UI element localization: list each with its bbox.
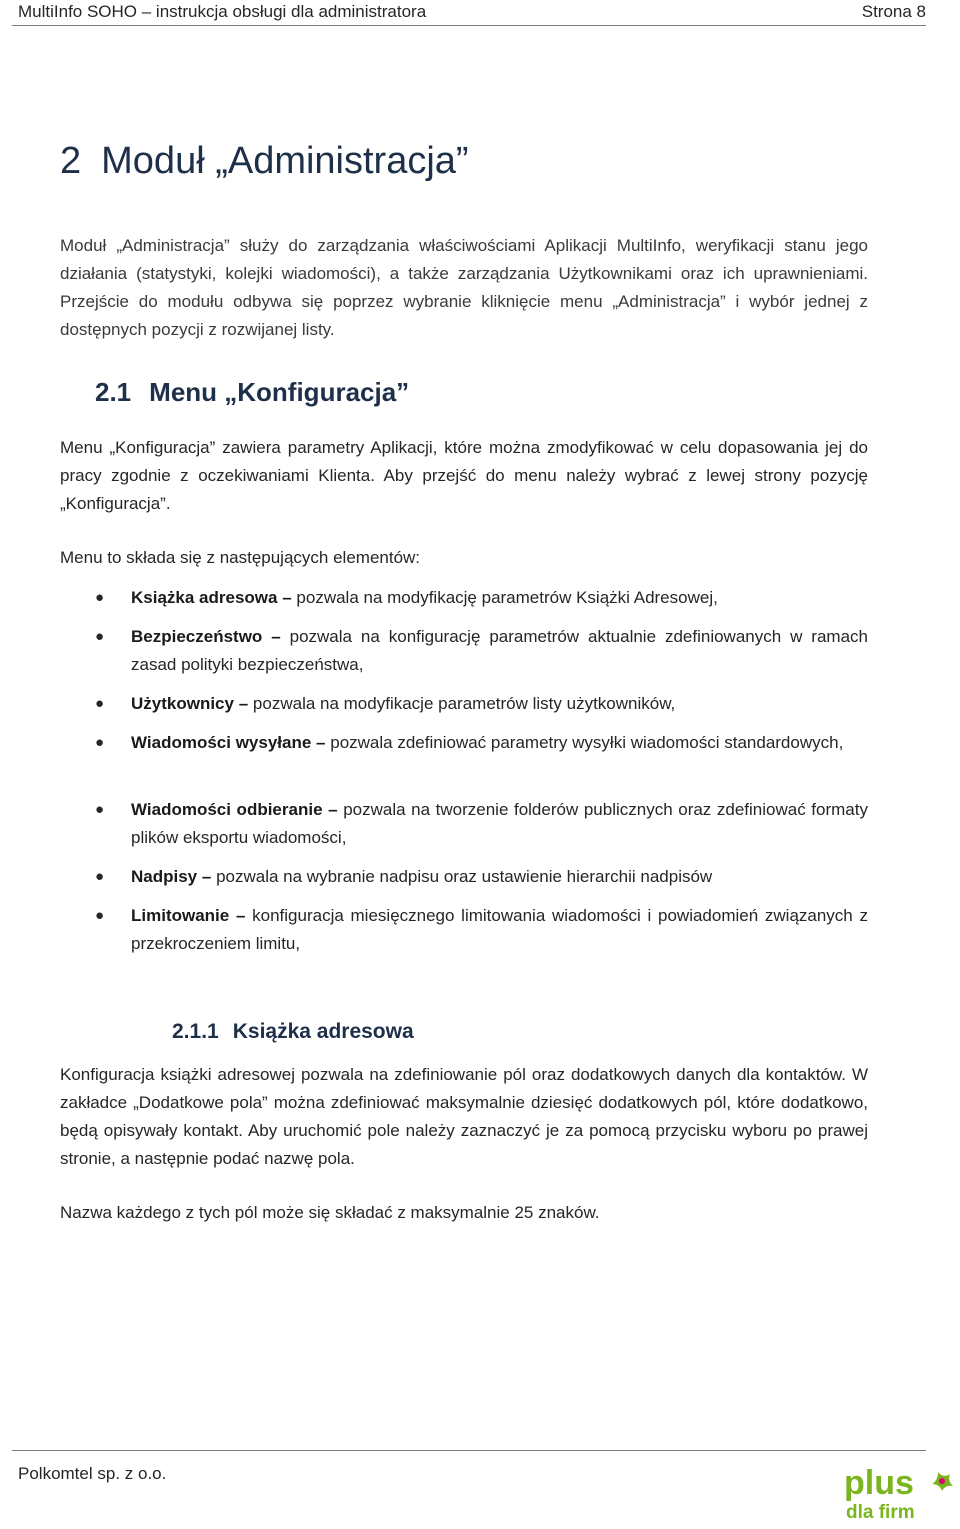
list-item	[95, 863, 868, 891]
subsubsection-title: Książka adresowa	[232, 1020, 414, 1043]
footer-rule	[12, 1450, 926, 1452]
subsubsection-paragraph: Konfiguracja książki adresowej pozwala na zdefiniowanie pól oraz dodatkowych danych dla kontaktów. W zakładce „Dodatkowe pola” można zdefiniować maksymalnie dziesięć dodatkowych pól, które dodatkowo, będą opisywały kontakt. Aby uruchomić pole należy zaznaczyć je za pomocą przycisku wyboru po prawej stronie, a następnie podać nazwę pola.	[60, 1065, 868, 1168]
subsubsection-number: 2.1.1	[172, 1020, 219, 1043]
section-title: Moduł „Administracja”	[101, 140, 469, 182]
bullet-icon: ●	[95, 695, 105, 712]
list-item-desc: pozwala na wybranie nadpisu oraz ustawienie hierarchii nadpisów	[216, 867, 713, 886]
plus-logo-graphic	[842, 1462, 954, 1524]
list-item-term: Wiadomości odbieranie	[131, 800, 323, 819]
bullet-icon: ●	[95, 868, 105, 885]
list-item-desc: pozwala na modyfikację parametrów Książki Adresowej,	[296, 588, 718, 607]
bullet-icon: ●	[95, 734, 105, 751]
list-item-separator: –	[238, 694, 249, 713]
subsection-heading	[95, 374, 409, 410]
plus-logo	[842, 1462, 954, 1524]
list-item-separator: –	[328, 800, 338, 819]
list-item	[95, 796, 868, 852]
list-item-separator: –	[271, 627, 281, 646]
list-item-desc: pozwala na modyfikacje parametrów listy użytkowników,	[252, 694, 676, 713]
list-item-separator: –	[282, 588, 292, 607]
footer-company: Polkomtel sp. z o.o.	[18, 1464, 167, 1483]
list-item	[95, 729, 868, 757]
document-title: MultiInfo SOHO – instrukcja obsługi dla administratora	[18, 2, 427, 21]
list-item-term: Wiadomości wysyłane	[131, 733, 312, 752]
list-item-term: Książka adresowa	[131, 588, 278, 607]
subsection-list-intro: Menu to składa się z następujących elementów:	[60, 548, 421, 567]
subsection-number: 2.1	[95, 377, 132, 407]
logo-star-icon	[932, 1472, 953, 1491]
logo-subtitle: dla firm	[846, 1502, 915, 1523]
list-item-desc: pozwala zdefiniować parametry wysyłki wiadomości standardowych,	[330, 733, 844, 752]
bullet-icon: ●	[95, 801, 105, 818]
list-item-separator: –	[235, 906, 246, 925]
list-item-term: Bezpieczeństwo	[131, 627, 263, 646]
list-item	[95, 623, 868, 679]
list-item-term: Nadpisy	[131, 867, 198, 886]
subsubsection-heading	[172, 1016, 414, 1048]
list-item-desc: konfiguracja miesięcznego limitowania wiadomości i powiadomień związanych z przekroczeniem limitu,	[131, 906, 868, 953]
page-number: Strona 8	[861, 2, 926, 21]
list-item-term: Użytkownicy	[131, 694, 234, 713]
list-item-separator: –	[316, 733, 326, 752]
list-item	[95, 902, 868, 958]
list-item	[95, 584, 868, 612]
subsection-title: Menu „Konfiguracja”	[149, 377, 410, 407]
list-item-desc: pozwala na tworzenie folderów publicznych oraz zdefiniować formaty plików eksportu wiadomości,	[131, 800, 868, 847]
bullet-icon: ●	[95, 907, 105, 924]
list-item-term: Limitowanie	[131, 906, 230, 925]
subsubsection-note: Nazwa każdego z tych pól może się składać z maksymalnie 25 znaków.	[60, 1203, 600, 1222]
list-item-desc: pozwala na konfigurację parametrów aktualnie zdefiniowanych w ramach zasad polityki bezpieczeństwa,	[131, 627, 868, 674]
section-heading	[60, 138, 469, 184]
list-item	[95, 690, 868, 718]
list-item-separator: –	[201, 867, 212, 886]
section-intro: Moduł „Administracja” służy do zarządzania właściwościami Aplikacji MultiInfo, weryfikacji stanu jego działania (statystyki, kolejki wiadomości), a także zarządzania Użytkownikami oraz ich uprawnieniami. Przejście do modułu odbywa się poprzez wybranie kliknięcie menu „Administracja” i wybór jednej z dostępnych pozycji z rozwijanej listy.	[60, 236, 868, 339]
bullet-icon: ●	[95, 589, 105, 606]
subsection-paragraph: Menu „Konfiguracja” zawiera parametry Aplikacji, które można zmodyfikować w celu dopasowania jej do pracy zgodnie z oczekiwaniami Klienta. Aby przejść do menu należy wybrać z lewej strony pozycję „Konfiguracja”.	[60, 438, 868, 513]
logo-word: plus	[844, 1464, 914, 1502]
section-number: 2	[60, 140, 82, 182]
bullet-icon: ●	[95, 628, 105, 645]
page-header	[12, 0, 926, 26]
